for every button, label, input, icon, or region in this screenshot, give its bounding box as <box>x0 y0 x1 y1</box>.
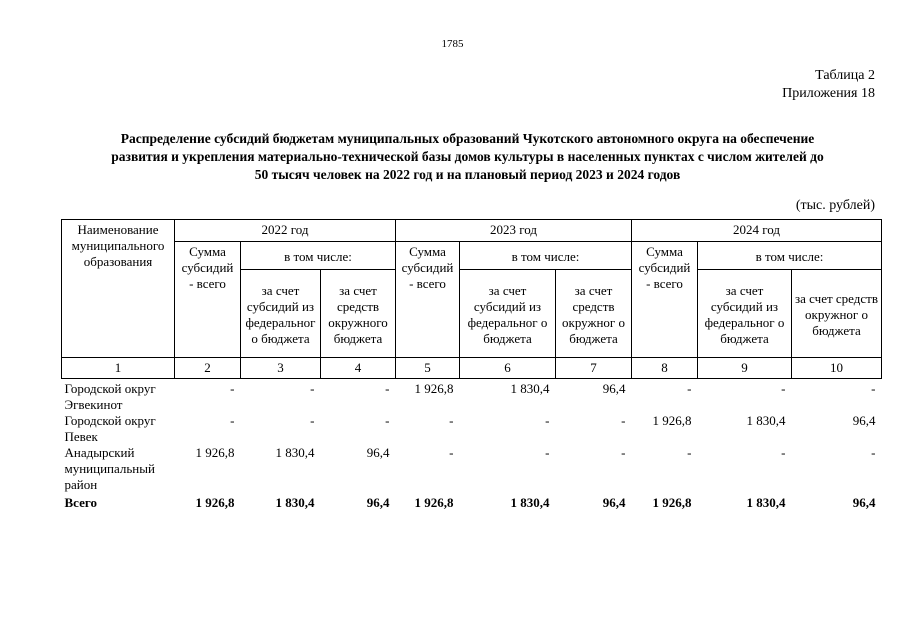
cell-value: 96,4 <box>852 495 876 510</box>
header-including: в том числе: <box>460 242 632 270</box>
row-name: Городской округ Певек <box>64 413 156 444</box>
cell-value: - <box>621 413 626 428</box>
cell-value: 96,4 <box>366 445 390 460</box>
table-row <box>62 379 882 414</box>
cell-value: - <box>230 413 235 428</box>
page-number: 1785 <box>441 38 464 50</box>
row-name: Городской округ Эгвекинот <box>64 381 156 412</box>
cell-value: - <box>871 381 876 396</box>
header-year-2022: 2022 год <box>175 220 396 242</box>
header-total-sum: Сумма субсидий - всего <box>396 242 460 358</box>
cell-value: - <box>385 381 390 396</box>
header-federal: за счет субсидий из федеральног о бюджета <box>460 270 556 358</box>
table-body <box>62 379 882 512</box>
header-including: в том числе: <box>241 242 396 270</box>
header-federal: за счет субсидий из федеральног о бюджета <box>698 270 792 358</box>
cell-value: 96,4 <box>366 495 390 510</box>
column-number: 7 <box>556 358 632 379</box>
cell-value: - <box>449 445 454 460</box>
cell-value: 1 926,8 <box>195 445 235 460</box>
cell-value: 1 830,4 <box>746 495 786 510</box>
column-number: 1 <box>62 358 175 379</box>
cell-value: 1 926,8 <box>414 495 454 510</box>
column-number: 10 <box>792 358 882 379</box>
cell-value: 96,4 <box>852 413 876 428</box>
table-row <box>62 413 882 445</box>
appendix-number: Приложения 18 <box>782 86 875 101</box>
column-number: 2 <box>175 358 241 379</box>
title-line: 50 тысяч человек на 2022 год и на плановый период 2023 и 2024 годов <box>254 167 681 182</box>
title-line: развития и укрепления материально-технической базы домов культуры в населенных пунктах с числом жителей до <box>111 149 824 164</box>
cell-value: 96,4 <box>602 495 626 510</box>
cell-value: 1 926,8 <box>414 381 454 396</box>
cell-value: 96,4 <box>602 381 626 396</box>
cell-value: 1 926,8 <box>195 495 235 510</box>
document-title <box>60 130 875 184</box>
table-row <box>62 445 882 493</box>
units-label: (тыс. рублей) <box>795 198 875 213</box>
column-number: 6 <box>460 358 556 379</box>
cell-value: 1 830,4 <box>510 381 550 396</box>
table-number: Таблица 2 <box>815 68 875 83</box>
cell-value: - <box>781 445 786 460</box>
table-header <box>62 220 882 379</box>
column-number: 8 <box>632 358 698 379</box>
header-federal: за счет субсидий из федеральног о бюджета <box>241 270 321 358</box>
header-district: за счет средств окружного бюджета <box>321 270 396 358</box>
cell-value: 1 926,8 <box>652 495 692 510</box>
header-district: за счет средств окружног о бюджета <box>792 270 882 358</box>
row-name: Всего <box>64 495 97 510</box>
cell-value: - <box>687 381 692 396</box>
cell-value: - <box>310 381 315 396</box>
row-name: Анадырский муниципальный район <box>64 445 155 492</box>
header-including: в том числе: <box>698 242 882 270</box>
header-district: за счет средств окружног о бюджета <box>556 270 632 358</box>
cell-value: 1 830,4 <box>510 495 550 510</box>
total-row <box>62 493 882 511</box>
header-year-2023: 2023 год <box>396 220 632 242</box>
cell-value: 1 830,4 <box>275 495 315 510</box>
cell-value: - <box>687 445 692 460</box>
cell-value: 1 830,4 <box>746 413 786 428</box>
header-total-sum: Сумма субсидий - всего <box>632 242 698 358</box>
cell-value: 1 926,8 <box>652 413 692 428</box>
cell-value: - <box>310 413 315 428</box>
cell-value: - <box>230 381 235 396</box>
cell-value: - <box>871 445 876 460</box>
cell-value: - <box>449 413 454 428</box>
header-total-sum: Сумма субсидий - всего <box>175 242 241 358</box>
cell-value: 1 830,4 <box>275 445 315 460</box>
cell-value: - <box>545 445 550 460</box>
cell-value: - <box>621 445 626 460</box>
column-number: 5 <box>396 358 460 379</box>
title-line: Распределение субсидий бюджетам муниципальных образований Чукотского автономного округа на обеспечение <box>120 131 815 146</box>
column-number: 3 <box>241 358 321 379</box>
cell-value: - <box>385 413 390 428</box>
header-municipality: Наименование муниципального образования <box>62 220 175 358</box>
column-number: 9 <box>698 358 792 379</box>
subsidy-distribution-table <box>61 219 882 511</box>
cell-value: - <box>545 413 550 428</box>
table-reference <box>782 67 875 103</box>
header-year-2024: 2024 год <box>632 220 882 242</box>
cell-value: - <box>781 381 786 396</box>
column-number: 4 <box>321 358 396 379</box>
